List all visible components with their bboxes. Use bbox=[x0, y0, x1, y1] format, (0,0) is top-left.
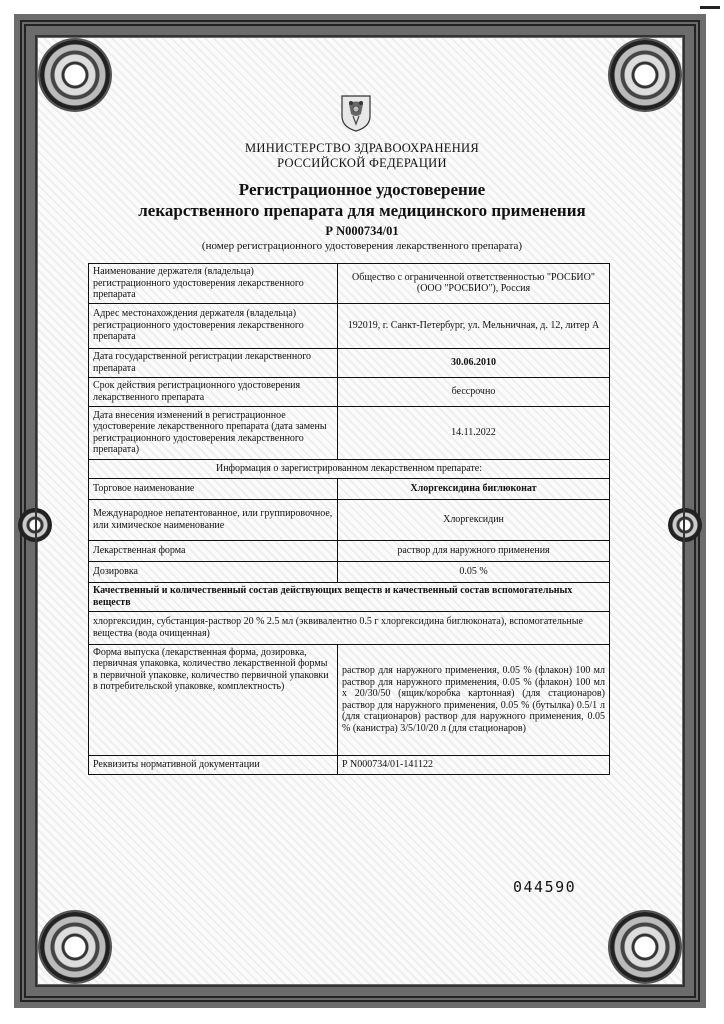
table-row bbox=[89, 611, 610, 644]
dosage-value: 0.05 % bbox=[338, 561, 610, 582]
table-row bbox=[89, 377, 610, 406]
trade-name-value: Хлоргексидина биглюконат bbox=[338, 478, 610, 499]
corner-rosette-icon bbox=[40, 912, 110, 982]
document-title-line1: Регистрационное удостоверение bbox=[238, 180, 486, 199]
table-row bbox=[89, 755, 610, 774]
table-row bbox=[89, 582, 610, 611]
address-value: 192019, г. Санкт-Петербург, ул. Мельничная, д. 12, литер А bbox=[338, 303, 610, 348]
table-row bbox=[89, 540, 610, 561]
serial-number: 044590 bbox=[513, 878, 577, 896]
validity-value: бессрочно bbox=[338, 377, 610, 406]
corner-rosette-icon bbox=[40, 40, 110, 110]
inn-value: Хлоргексидин bbox=[338, 499, 610, 540]
holder-value: Общество с ограниченной ответственностью "РОСБИО" (ООО "РОСБИО"), Россия bbox=[338, 264, 610, 304]
normative-doc-label: Реквизиты нормативной документации bbox=[89, 755, 338, 774]
side-ornament-icon bbox=[668, 508, 702, 542]
address-label: Адрес местонахождения держателя (владельца) регистрационного удостоверения лекарственного препарата bbox=[89, 303, 338, 348]
table-row bbox=[89, 478, 610, 499]
table-row bbox=[89, 459, 610, 478]
holder-label: Наименование держателя (владельца) регистрационного удостоверения лекарственного препарата bbox=[89, 264, 338, 304]
release-form-label: Форма выпуска (лекарственная форма, дозировка, первичная упаковка, количество лекарственной формы в первичной упаковке, количество первичной упаковки в потребительской упаковке, комплектность) bbox=[89, 644, 338, 755]
corner-rosette-icon bbox=[610, 40, 680, 110]
table-row bbox=[89, 644, 610, 755]
dosage-form-value: раствор для наружного применения bbox=[338, 540, 610, 561]
table-row bbox=[89, 303, 610, 348]
table-row bbox=[89, 406, 610, 459]
corner-rosette-icon bbox=[610, 912, 680, 982]
registration-details-table bbox=[88, 263, 610, 775]
registration-date-value: 30.06.2010 bbox=[338, 348, 610, 377]
side-ornament-icon bbox=[18, 508, 52, 542]
registration-number-caption: (номер регистрационного удостоверения лекарственного препарата) bbox=[201, 240, 523, 252]
changes-date-label: Дата внесения изменений в регистрационное удостоверение лекарственного препарата (дата замены регистрационного удостоверения лекарственного препарата) bbox=[89, 406, 338, 459]
ministry-name-line2: РОССИЙСКОЙ ФЕДЕРАЦИИ bbox=[277, 156, 447, 170]
coat-of-arms-icon bbox=[339, 94, 373, 132]
document-title-line2: лекарственного препарата для медицинского применения bbox=[138, 201, 586, 220]
composition-value: хлоргексидин, субстанция-раствор 20 % 2.5 мл (эквивалентно 0.5 г хлоргексидина биглюконата), вспомогательные вещества (вода очищенная) bbox=[89, 611, 610, 644]
changes-date-value: 14.11.2022 bbox=[338, 406, 610, 459]
table-row bbox=[89, 264, 610, 304]
trade-name-label: Торговое наименование bbox=[89, 478, 338, 499]
composition-label: Качественный и количественный состав действующих веществ и качественный состав вспомогательных веществ bbox=[89, 582, 610, 611]
table-row bbox=[89, 499, 610, 540]
registration-date-label: Дата государственной регистрации лекарственного препарата bbox=[89, 348, 338, 377]
normative-doc-value: Р N000734/01-141122 bbox=[338, 755, 610, 774]
dosage-form-label: Лекарственная форма bbox=[89, 540, 338, 561]
table-row bbox=[89, 561, 610, 582]
ministry-name-line1: МИНИСТЕРСТВО ЗДРАВООХРАНЕНИЯ bbox=[244, 141, 480, 155]
registration-number: Р N000734/01 bbox=[325, 224, 399, 238]
drug-info-header: Информация о зарегистрированном лекарственном препарате: bbox=[89, 459, 610, 478]
dosage-label: Дозировка bbox=[89, 561, 338, 582]
release-form-value: раствор для наружного применения, 0.05 % (флакон) 100 мл раствор для наружного применения, 0.05 % (флакон) 100 мл x 20/30/50 (ящик/коробка картонная) (для стационаров) раствор для наружного применения, 0.05 % (бутылка) 0.5/1 л (для стационаров) раствор для наружного применения, 0.05 % (канистра) 3/5/10/20 л (для стационаров) bbox=[338, 644, 610, 755]
scan-edge-mark bbox=[700, 6, 720, 9]
table-row bbox=[89, 348, 610, 377]
inn-label: Международное непатентованное, или группировочное, или химическое наименование bbox=[89, 499, 338, 540]
validity-label: Срок действия регистрационного удостоверения лекарственного препарата bbox=[89, 377, 338, 406]
